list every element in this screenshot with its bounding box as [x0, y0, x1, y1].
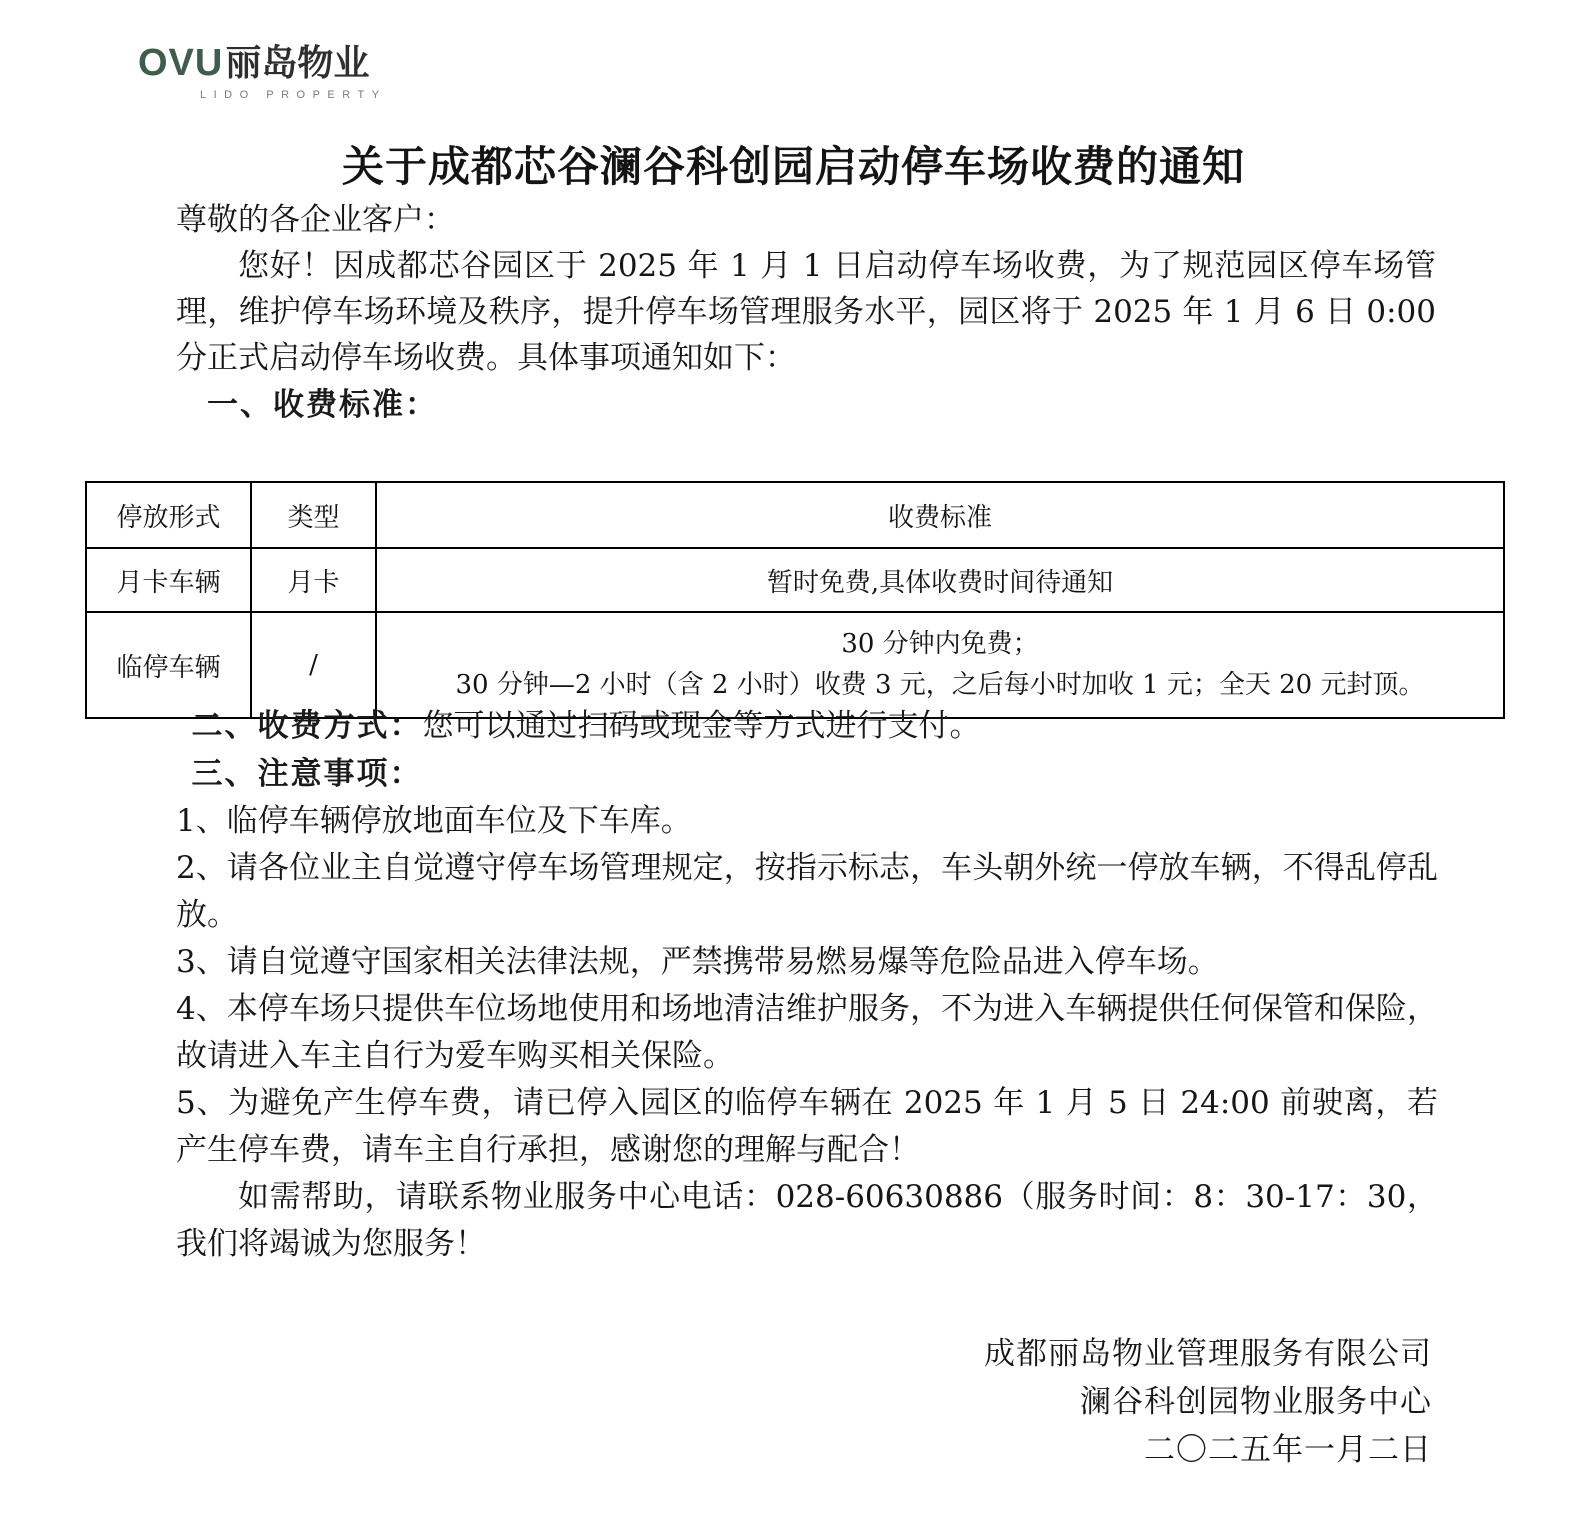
help-contact-paragraph: 如需帮助，请联系物业服务中心电话：028-60630886（服务时间：8：30-17：30，我们将竭诚为您服务！ — [176, 1179, 1438, 1262]
list-item: 1、临停车辆停放地面车位及下车库。 — [176, 803, 692, 839]
company-logo — [138, 44, 388, 101]
cell-type-temporary: / — [251, 612, 376, 718]
section-heading-fee-standard: 一、收费标准： — [207, 387, 438, 423]
section-two-label: 二、收费方式： — [191, 708, 423, 744]
cell-standard-temporary-line2: 30 分钟—2 小时（含 2 小时）收费 3 元，之后每小时加收 1 元；全天 20 元封顶。 — [455, 670, 1425, 700]
table-header-row — [86, 482, 1504, 548]
signature-center: 澜谷科创园物业服务中心 — [1080, 1384, 1432, 1420]
fee-table-container — [85, 481, 1503, 719]
list-item: 4、本停车场只提供车位场地使用和场地清洁维护服务，不为进入车辆提供任何保管和保险，故请进入车主自行为爱车购买相关保险。 — [176, 991, 1438, 1074]
intro-paragraph: 您好！因成都芯谷园区于 2025 年 1 月 1 日启动停车场收费，为了规范园区停车场管理，维护停车场环境及秩序，提升停车场管理服务水平，园区将于 2025 年 1 月 6 日 0:00 分正式启动停车场收费。具体事项通知如下： — [176, 248, 1436, 376]
fee-standard-table — [85, 481, 1505, 719]
logo-chinese-text: 丽岛物业 — [225, 42, 370, 83]
signature-block — [984, 1330, 1432, 1474]
table-row — [86, 548, 1504, 612]
signature-date: 二〇二五年一月二日 — [1144, 1432, 1432, 1468]
table-header-cell-form: 停放形式 — [86, 482, 251, 548]
document-intro-section — [176, 197, 1436, 429]
table-header-cell-standard: 收费标准 — [376, 482, 1504, 548]
document-notes-section — [176, 702, 1438, 1268]
salutation-text: 尊敬的各企业客户： — [176, 202, 455, 238]
page-title: 关于成都芯谷澜谷科创园启动停车场收费的通知 — [341, 142, 1245, 191]
table-header-cell-type: 类型 — [251, 482, 376, 548]
logo-subtitle: LIDO PROPERTY — [200, 89, 387, 101]
section-heading-payment-method — [176, 702, 1438, 750]
logo-wordmark — [138, 44, 388, 82]
section-two-body: 您可以通过扫码或现金等方式进行支付。 — [422, 708, 981, 744]
list-item: 2、请各位业主自觉遵守停车场管理规定，按指示标志，车头朝外统一停放车辆，不得乱停乱放。 — [176, 850, 1438, 933]
cell-type-monthly: 月卡 — [251, 548, 376, 612]
cell-form-temporary: 临停车辆 — [86, 612, 251, 718]
list-item: 3、请自觉遵守国家相关法律法规，严禁携带易燃易爆等危险品进入停车场。 — [176, 944, 1219, 980]
cell-form-monthly: 月卡车辆 — [86, 548, 251, 612]
section-heading-precautions: 三、注意事项： — [191, 756, 423, 792]
logo-latin-text: OVU — [138, 42, 224, 84]
cell-standard-temporary-line1: 30 分钟内免费； — [841, 629, 1039, 659]
signature-company: 成都丽岛物业管理服务有限公司 — [984, 1336, 1432, 1372]
cell-standard-monthly: 暂时免费,具体收费时间待通知 — [376, 548, 1504, 612]
list-item: 5、为避免产生停车费，请已停入园区的临停车辆在 2025 年 1 月 5 日 24:00 前驶离，若产生停车费，请车主自行承担，感谢您的理解与配合！ — [176, 1085, 1438, 1168]
